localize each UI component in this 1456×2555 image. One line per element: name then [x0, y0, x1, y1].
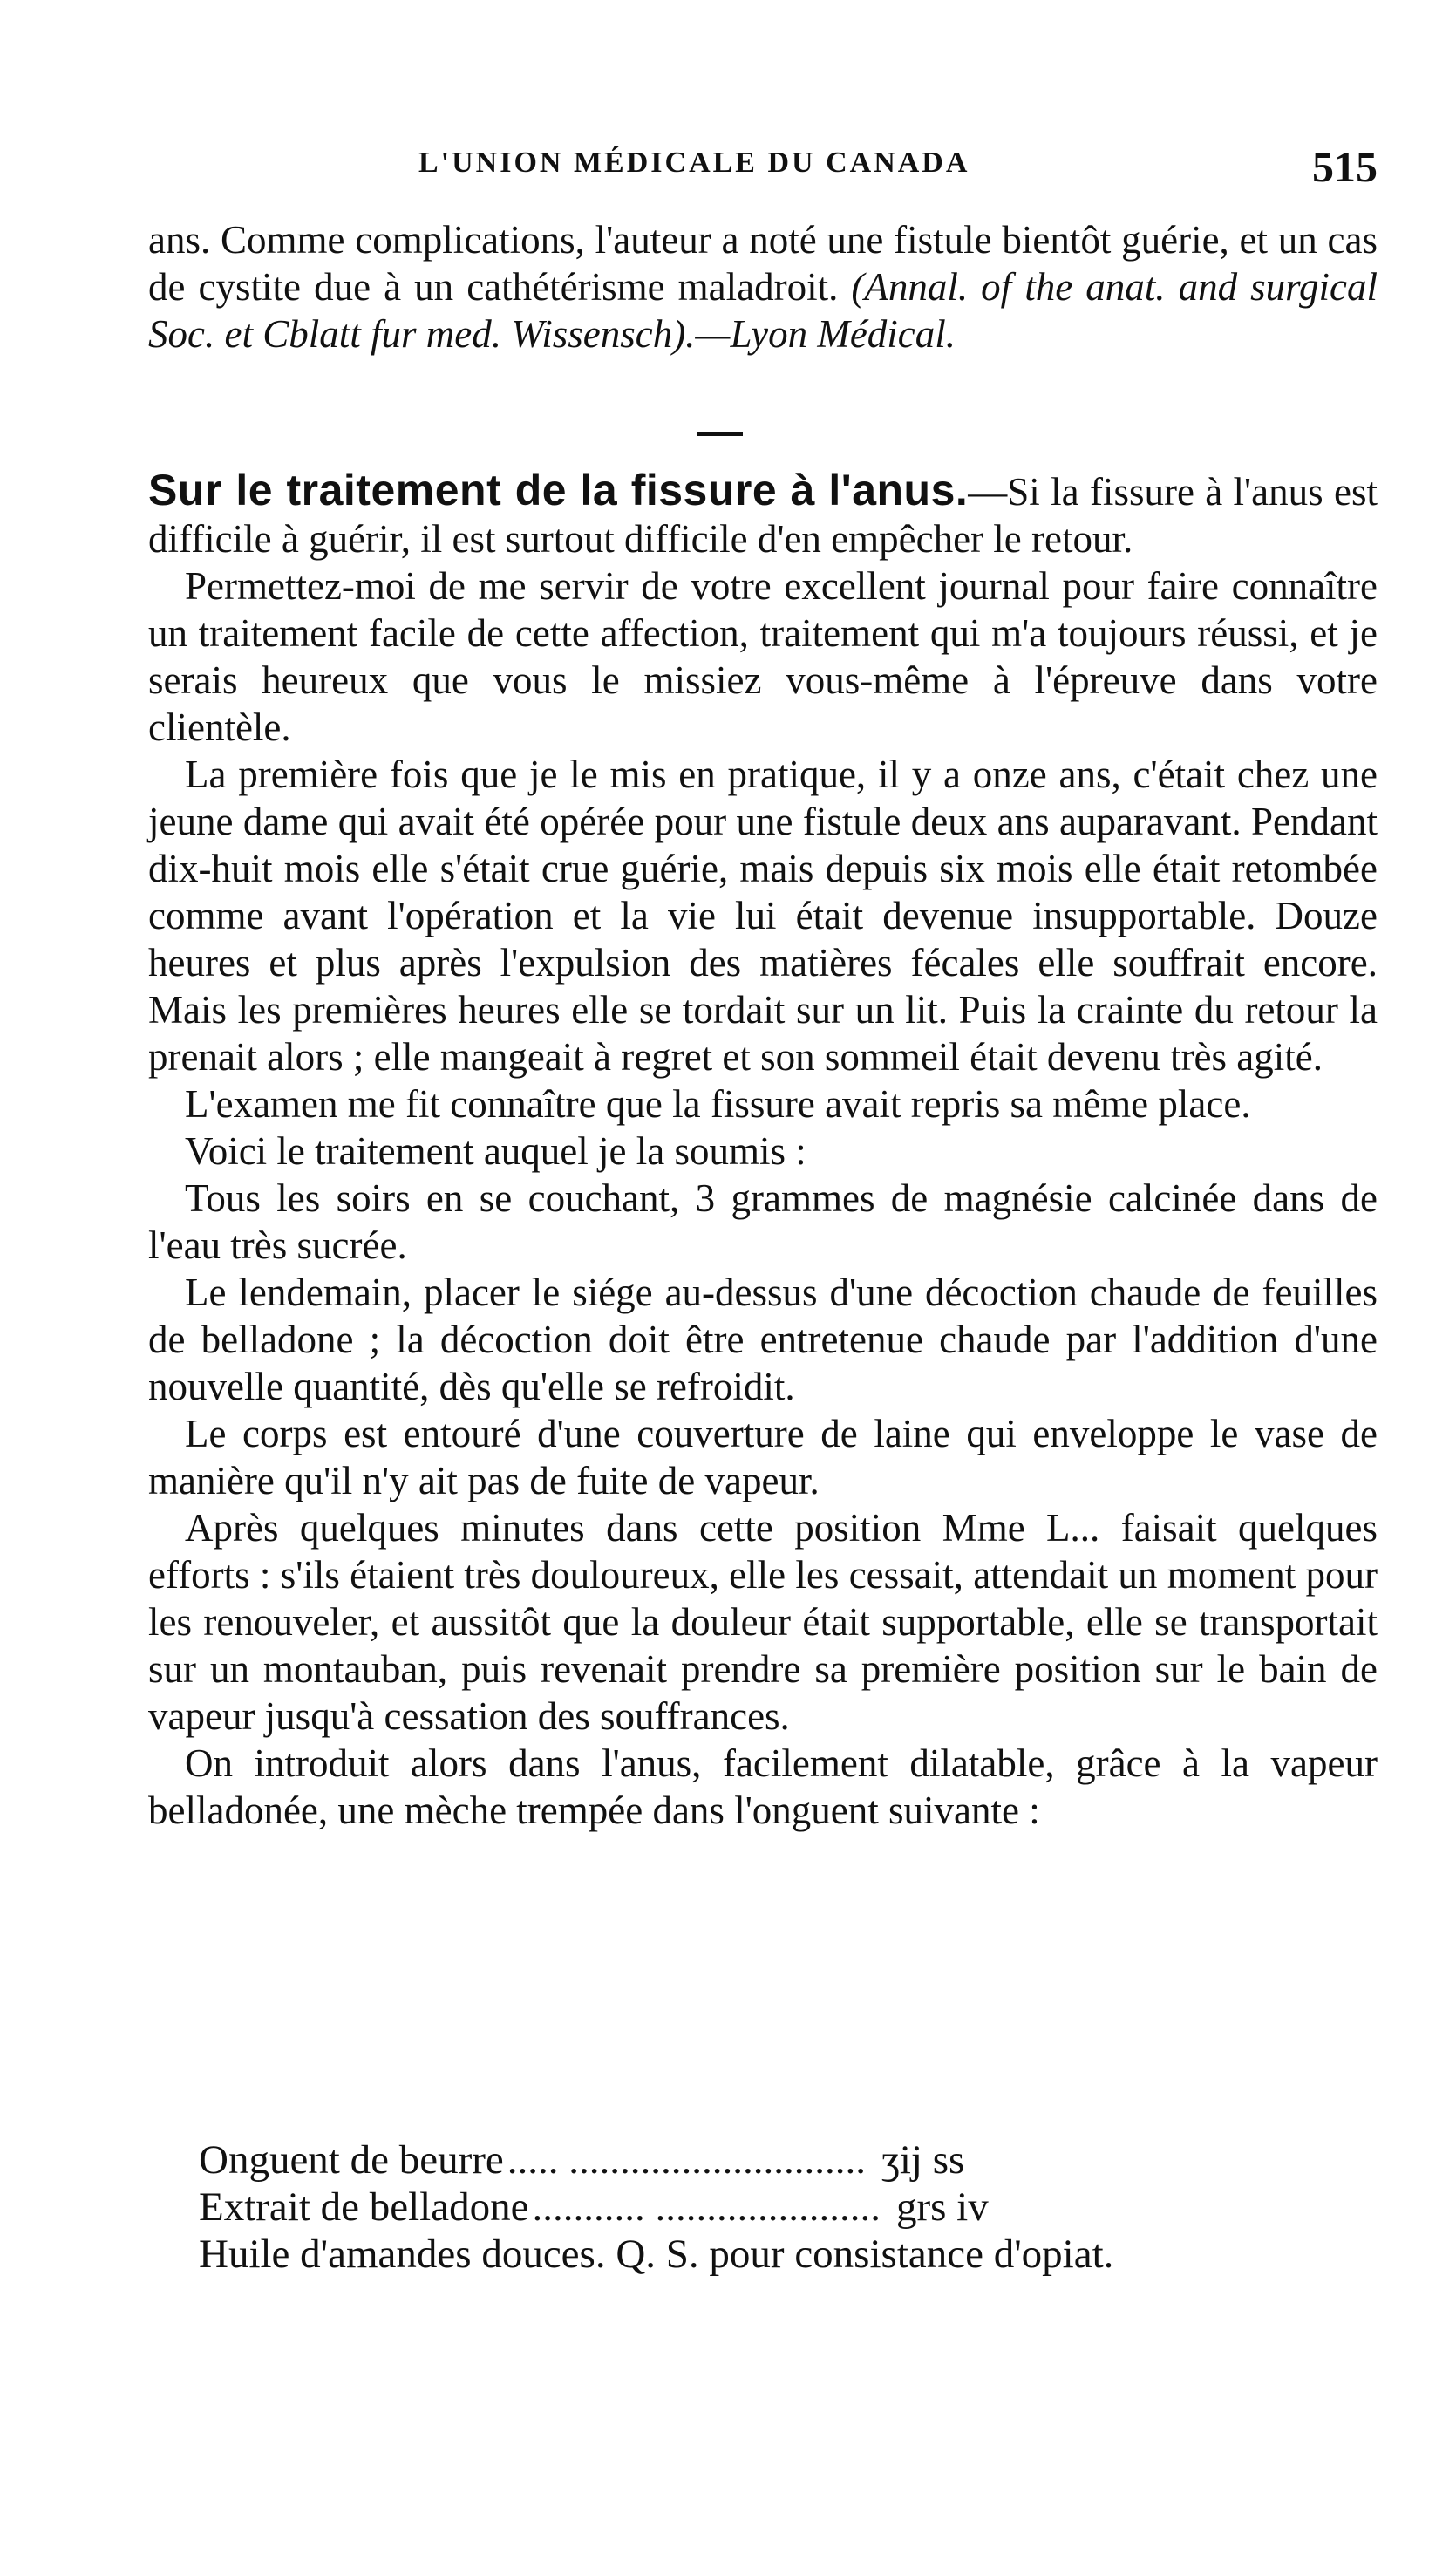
article-lead-paragraph [148, 467, 1378, 562]
intro-paragraph [148, 216, 1378, 358]
recipe-ingredient: Extrait de belladone [199, 2184, 529, 2230]
recipe-row [199, 2136, 1332, 2184]
recipe-leader-dots: ..... ............................. [507, 2137, 866, 2183]
article-paragraph: Voici le traitement auquel je la soumis : [185, 1129, 806, 1173]
intro-citation: (Annal. of the anat. and surgical Soc. et Cblatt fur med. Wissensch).—Lyon Médical. [148, 265, 1378, 356]
article-paragraph: Permettez-moi de me servir de votre excellent journal pour faire connaître un traitement facile de cette affection, traitement qui m'a toujours réussi, et je serais heureux que vous le missiez vous-même à l'épreuve dans votre clientèle. [148, 564, 1378, 749]
recipe-list [199, 2136, 1332, 2278]
recipe-row [199, 2231, 1332, 2278]
article-heading: Sur le traitement de la fissure à l'anus. [148, 466, 969, 514]
page-number: 515 [1312, 142, 1378, 191]
article-section [148, 467, 1378, 1834]
article-paragraph: Après quelques minutes dans cette position Mme L... faisait quelques efforts : s'ils étaient très douloureux, elle les cessait, attendait un moment pour les renouveler, et aussitôt que la douleur était supportable, elle se transportait sur un montauban, puis revenait prendre sa première position sur le bain de vapeur jusqu'à cessation des souffrances. [148, 1506, 1378, 1738]
article-paragraph: Le lendemain, placer le siége au-dessus d'une décoction chaude de feuilles de belladone ; la décoction doit être entretenue chaude par l'addition d'une nouvelle quantité, dès qu'elle se refroidit. [148, 1271, 1378, 1408]
journal-title: L'UNION MÉDICALE DU CANADA [418, 146, 970, 179]
article-paragraph: Le corps est entouré d'une couverture de laine qui enveloppe le vase de manière qu'il n'y ait pas de fuite de vapeur. [148, 1412, 1378, 1502]
recipe-ingredient: Huile d'amandes douces. Q. S. pour consistance d'opiat. [199, 2231, 1114, 2277]
recipe-row [199, 2184, 1332, 2231]
article-paragraph: La première fois que je le mis en pratique, il y a onze ans, c'était chez une jeune dame qui avait été opérée pour une fistule deux ans auparavant. Pendant dix-huit mois elle s'était crue guérie, mais depuis six mois elle était retombée comme avant l'opération et la vie lui était devenue insupportable. Douze heures et plus après l'expulsion des matières fécales elle souffrait encore. Mais les premières heures elle se tordait sur un lit. Puis la crainte du retour la prenait alors ; elle mangeait à regret et son sommeil était devenu très agité. [148, 753, 1378, 1079]
intro-text: ans. Comme complications, l'auteur a noté une fistule bientôt guérie, et un cas de cystite due à un cathétérisme maladroit. [148, 218, 1378, 309]
section-divider [697, 432, 743, 436]
article-paragraph: On introduit alors dans l'anus, facilement dilatable, grâce à la vapeur belladonée, une mèche trempée dans l'onguent suivante : [148, 1741, 1378, 1832]
article-lead: —Si la fissure à l'anus est difficile à guérir, il est surtout difficile d'en empêcher le retour. [148, 470, 1378, 561]
recipe-quantity: ʒij ss [881, 2137, 965, 2183]
recipe-ingredient: Onguent de beurre [199, 2137, 504, 2183]
recipe-quantity: grs iv [895, 2184, 989, 2230]
recipe-leader-dots: ........... ...................... [532, 2184, 881, 2230]
running-head [148, 141, 1386, 194]
article-paragraph: Tous les soirs en se couchant, 3 grammes de magnésie calcinée dans de l'eau très sucrée. [148, 1176, 1378, 1267]
intro-section [148, 216, 1378, 358]
article-paragraph: L'examen me fit connaître que la fissure avait repris sa même place. [185, 1082, 1251, 1126]
